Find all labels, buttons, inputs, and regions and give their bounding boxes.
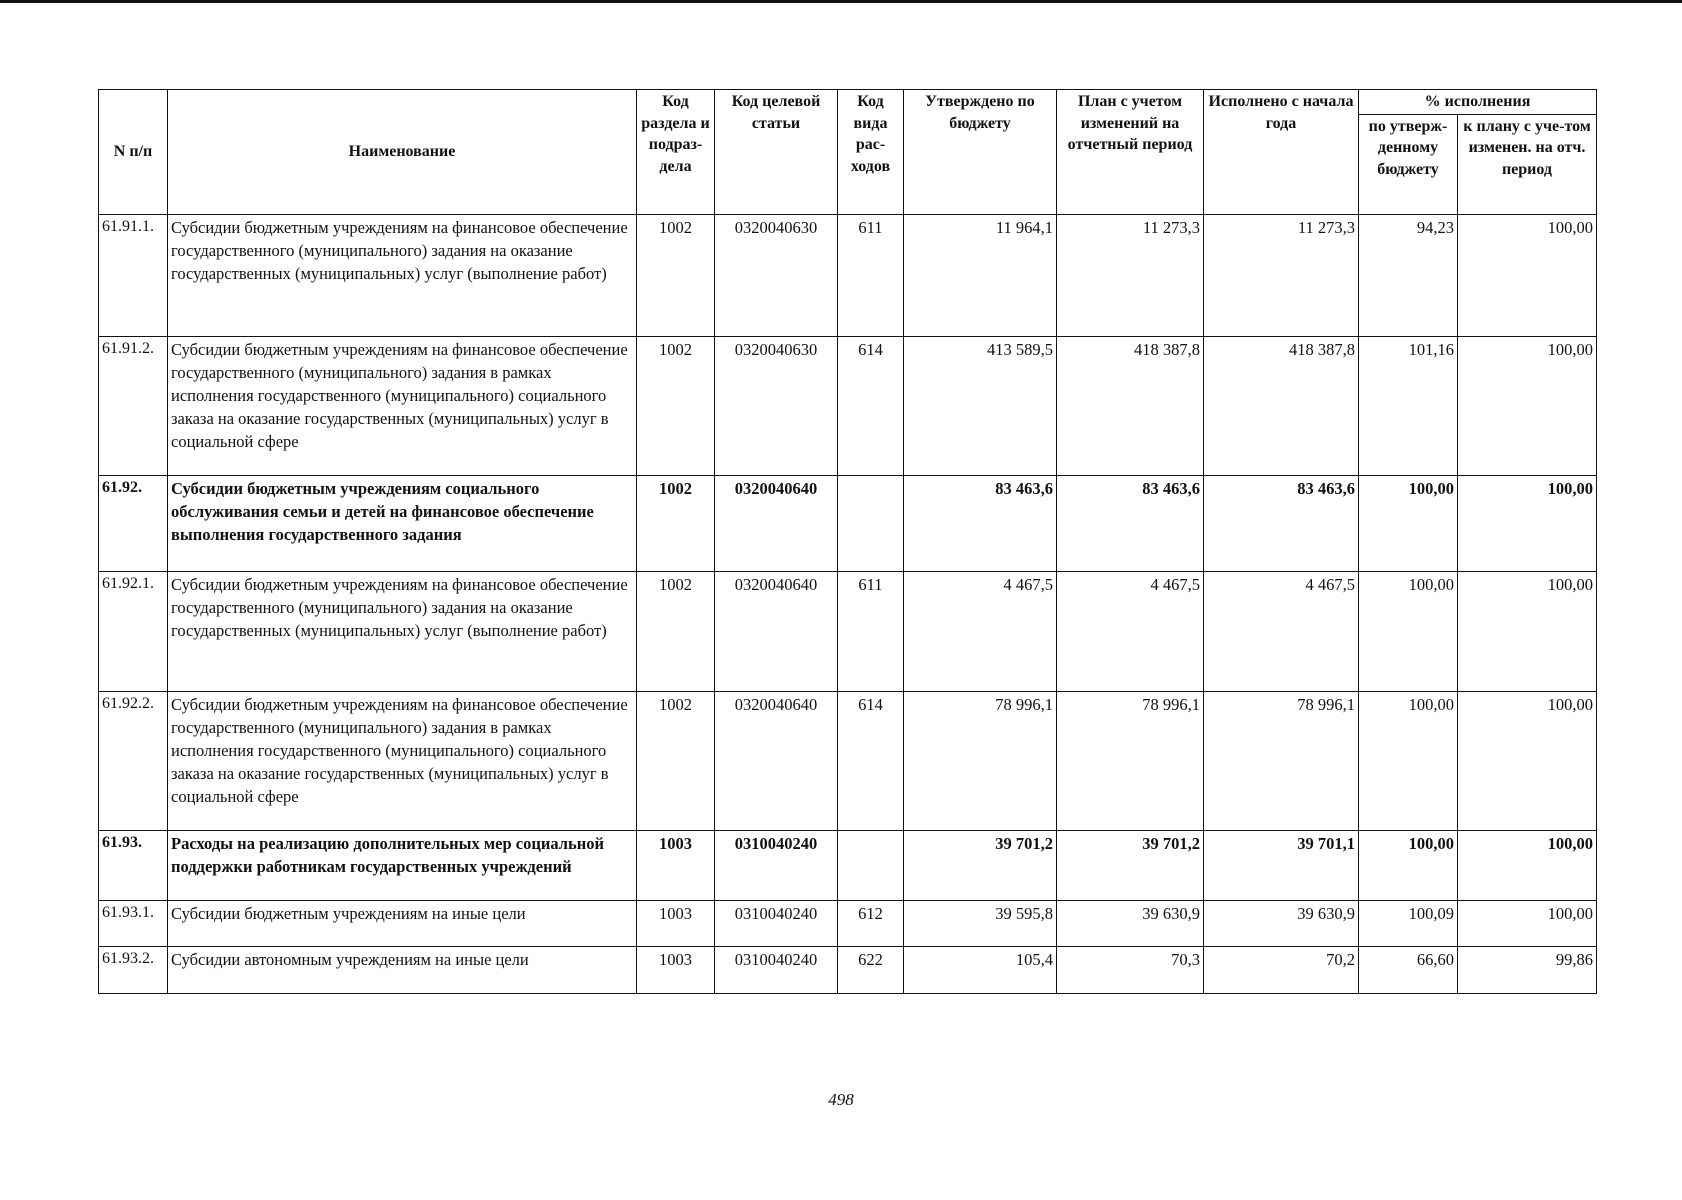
row-number: 61.92.1.	[99, 571, 168, 691]
table-row	[99, 336, 1597, 475]
header-target-code: Код целевой статьи	[715, 90, 838, 215]
row-target-code: 0320040630	[715, 336, 838, 475]
row-plan: 39 701,2	[1057, 830, 1204, 900]
row-approved: 11 964,1	[904, 214, 1057, 336]
row-name: Субсидии бюджетным учреждениям на финансовое обеспечение государственного (муниципального) задания в рамках исполнения государственного (муниципального) социального заказа на оказание государственных (муниципальных) услуг в социальной сфере	[168, 336, 637, 475]
row-approved: 413 589,5	[904, 336, 1057, 475]
row-number: 61.91.1.	[99, 214, 168, 336]
row-target-code: 0320040630	[715, 214, 838, 336]
page-number: 498	[828, 1090, 854, 1109]
row-expense-code: 612	[838, 900, 904, 946]
row-pct-plan: 100,00	[1458, 900, 1597, 946]
row-target-code: 0320040640	[715, 571, 838, 691]
page-top-edge	[0, 0, 1682, 3]
header-approved: Утверждено по бюджету	[904, 90, 1057, 215]
row-executed: 39 701,1	[1204, 830, 1359, 900]
row-name: Субсидии бюджетным учреждениям на иные цели	[168, 900, 637, 946]
row-pct-approved: 101,16	[1359, 336, 1458, 475]
row-pct-approved: 94,23	[1359, 214, 1458, 336]
row-expense-code	[838, 830, 904, 900]
row-section-code: 1002	[637, 691, 715, 830]
row-pct-plan: 100,00	[1458, 691, 1597, 830]
row-number: 61.93.1.	[99, 900, 168, 946]
row-plan: 83 463,6	[1057, 475, 1204, 571]
row-name: Субсидии бюджетным учреждениям на финансовое обеспечение государственного (муниципального) задания в рамках исполнения государственного (муниципального) социального заказа на оказание государственных (муниципальных) услуг в социальной сфере	[168, 691, 637, 830]
row-name: Субсидии бюджетным учреждениям на финансовое обеспечение государственного (муниципального) задания на оказание государственных (муниципальных) услуг (выполнение работ)	[168, 214, 637, 336]
row-pct-approved: 100,00	[1359, 830, 1458, 900]
table-row	[99, 946, 1597, 993]
header-nn: N п/п	[99, 90, 168, 215]
row-target-code: 0310040240	[715, 946, 838, 993]
row-approved: 78 996,1	[904, 691, 1057, 830]
row-pct-plan: 100,00	[1458, 830, 1597, 900]
row-executed: 11 273,3	[1204, 214, 1359, 336]
row-executed: 70,2	[1204, 946, 1359, 993]
header-expense-code: Код вида рас-ходов	[838, 90, 904, 215]
row-approved: 39 595,8	[904, 900, 1057, 946]
row-pct-plan: 100,00	[1458, 214, 1597, 336]
row-pct-approved: 100,00	[1359, 475, 1458, 571]
row-expense-code: 611	[838, 571, 904, 691]
header-pct-plan: к плану с уче-том изменен. на отч. период	[1458, 114, 1597, 214]
row-plan: 78 996,1	[1057, 691, 1204, 830]
row-section-code: 1002	[637, 336, 715, 475]
table-row	[99, 214, 1597, 336]
row-approved: 105,4	[904, 946, 1057, 993]
row-pct-approved: 100,09	[1359, 900, 1458, 946]
row-name: Субсидии бюджетным учреждениям социального обслуживания семьи и детей на финансовое обеспечение выполнения государственного задания	[168, 475, 637, 571]
row-plan: 70,3	[1057, 946, 1204, 993]
row-approved: 4 467,5	[904, 571, 1057, 691]
table-row	[99, 830, 1597, 900]
table-row	[99, 571, 1597, 691]
row-pct-plan: 100,00	[1458, 475, 1597, 571]
row-number: 61.92.2.	[99, 691, 168, 830]
row-target-code: 0320040640	[715, 475, 838, 571]
row-name: Субсидии бюджетным учреждениям на финансовое обеспечение государственного (муниципального) задания на оказание государственных (муниципальных) услуг (выполнение работ)	[168, 571, 637, 691]
row-pct-approved: 100,00	[1359, 691, 1458, 830]
row-target-code: 0310040240	[715, 830, 838, 900]
row-section-code: 1003	[637, 830, 715, 900]
header-pct-approved: по утверж-денному бюджету	[1359, 114, 1458, 214]
row-plan: 39 630,9	[1057, 900, 1204, 946]
row-target-code: 0310040240	[715, 900, 838, 946]
row-name: Расходы на реализацию дополнительных мер социальной поддержки работникам государственных учреждений	[168, 830, 637, 900]
row-approved: 83 463,6	[904, 475, 1057, 571]
row-target-code: 0320040640	[715, 691, 838, 830]
header-section-code: Код раздела и подраз-дела	[637, 90, 715, 215]
row-approved: 39 701,2	[904, 830, 1057, 900]
row-expense-code	[838, 475, 904, 571]
row-pct-approved: 100,00	[1359, 571, 1458, 691]
row-plan: 4 467,5	[1057, 571, 1204, 691]
header-executed: Исполнено с начала года	[1204, 90, 1359, 215]
table-header-row	[99, 90, 1597, 115]
row-number: 61.92.	[99, 475, 168, 571]
header-plan: План с учетом изменений на отчетный период	[1057, 90, 1204, 215]
row-pct-plan: 100,00	[1458, 571, 1597, 691]
row-expense-code: 622	[838, 946, 904, 993]
row-number: 61.91.2.	[99, 336, 168, 475]
row-executed: 78 996,1	[1204, 691, 1359, 830]
row-executed: 418 387,8	[1204, 336, 1359, 475]
row-section-code: 1003	[637, 946, 715, 993]
row-pct-approved: 66,60	[1359, 946, 1458, 993]
row-section-code: 1002	[637, 571, 715, 691]
row-number: 61.93.2.	[99, 946, 168, 993]
row-plan: 418 387,8	[1057, 336, 1204, 475]
header-pct-group: % исполнения	[1359, 90, 1597, 115]
row-plan: 11 273,3	[1057, 214, 1204, 336]
row-section-code: 1002	[637, 214, 715, 336]
row-pct-plan: 99,86	[1458, 946, 1597, 993]
budget-execution-table	[98, 89, 1597, 994]
row-executed: 39 630,9	[1204, 900, 1359, 946]
row-expense-code: 614	[838, 336, 904, 475]
row-section-code: 1002	[637, 475, 715, 571]
table-row	[99, 900, 1597, 946]
row-executed: 4 467,5	[1204, 571, 1359, 691]
row-name: Субсидии автономным учреждениям на иные цели	[168, 946, 637, 993]
table-row	[99, 691, 1597, 830]
row-section-code: 1003	[637, 900, 715, 946]
header-name: Наименование	[168, 90, 637, 215]
row-expense-code: 611	[838, 214, 904, 336]
table-row	[99, 475, 1597, 571]
row-pct-plan: 100,00	[1458, 336, 1597, 475]
row-expense-code: 614	[838, 691, 904, 830]
row-executed: 83 463,6	[1204, 475, 1359, 571]
row-number: 61.93.	[99, 830, 168, 900]
